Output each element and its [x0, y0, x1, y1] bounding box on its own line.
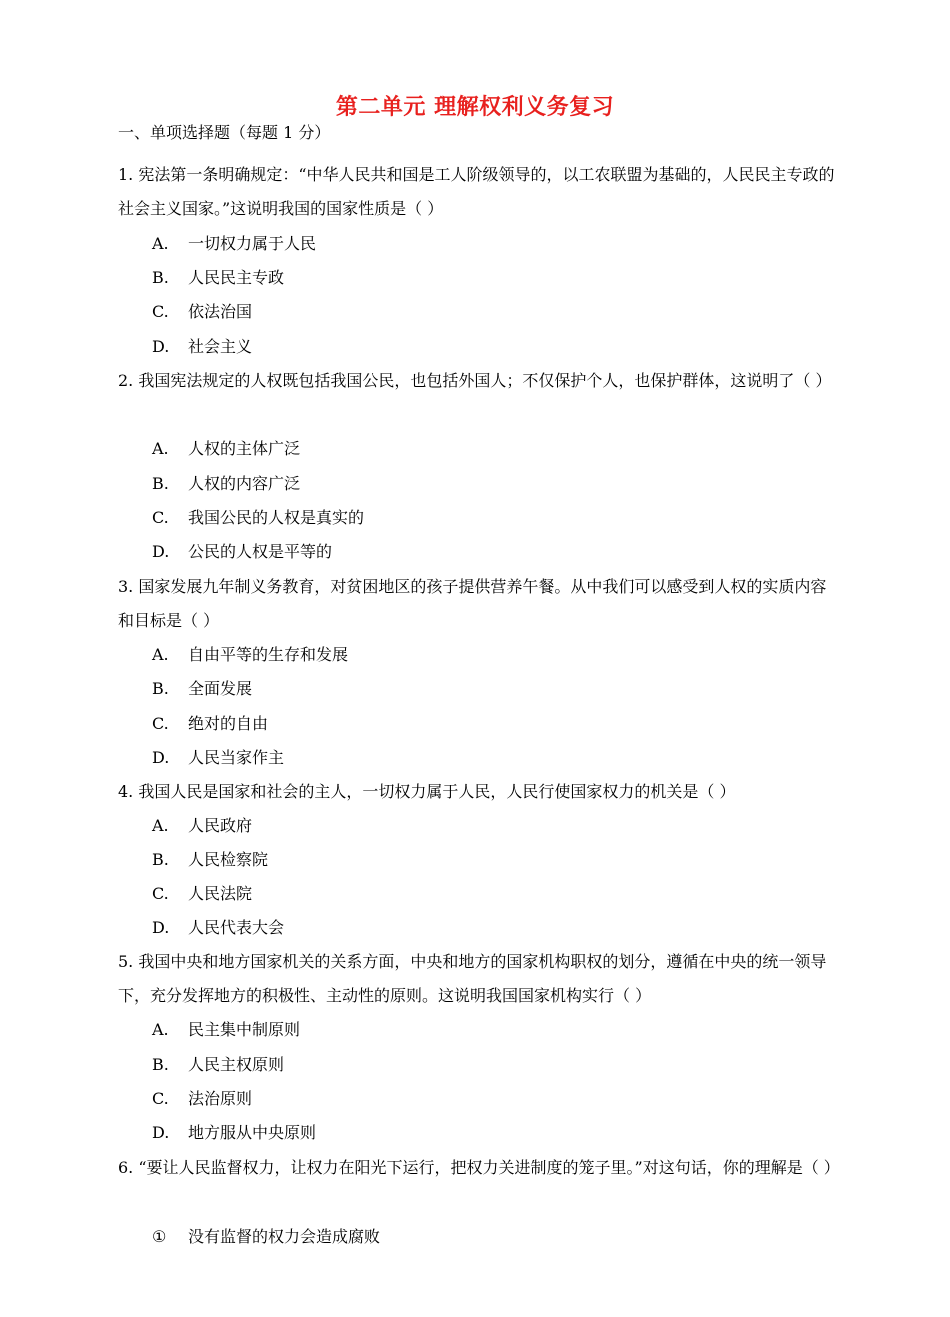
option-letter: D. [152, 1123, 170, 1142]
option-letter: B. [152, 268, 169, 287]
question-1-option-b[interactable] [152, 268, 284, 288]
question-2-option-c[interactable] [152, 508, 364, 528]
option-text: 人权的主体广泛 [188, 439, 301, 458]
question-4-option-d[interactable] [152, 918, 284, 938]
document-title: 第二单元 理解权利义务复习 [335, 94, 615, 120]
option-text: 我国公民的人权是真实的 [188, 508, 365, 527]
option-letter: B. [152, 679, 169, 698]
option-text: 依法治国 [188, 302, 253, 321]
question-3-option-b[interactable] [152, 679, 252, 699]
question-2-option-d[interactable] [152, 542, 332, 562]
option-text: 法治原则 [188, 1089, 253, 1108]
option-letter: B. [152, 474, 169, 493]
question-1-stem: 1. 宪法第一条明确规定：“中华人民共和国是工人阶级领导的，以工农联盟为基础的，人民民主专政的社会主义国家。”这说明我国的国家性质是（ ） [118, 165, 835, 218]
question-5-option-d[interactable] [152, 1123, 316, 1143]
option-letter: D. [152, 748, 170, 767]
option-text: 自由平等的生存和发展 [188, 645, 349, 664]
option-letter: D. [152, 542, 170, 561]
option-letter: D. [152, 918, 170, 937]
question-5-option-b[interactable] [152, 1055, 284, 1075]
option-letter: B. [152, 1055, 169, 1074]
question-2-stem: 2. 我国宪法规定的人权既包括我国公民，也包括外国人；不仅保护个人，也保护群体，这说明了（ ） [118, 371, 832, 390]
option-text: 社会主义 [188, 337, 253, 356]
question-1-option-c[interactable] [152, 302, 252, 322]
option-letter: B. [152, 850, 169, 869]
question-3-stem: 3. 国家发展九年制义务教育，对贫困地区的孩子提供营养午餐。从中我们可以感受到人权的实质内容和目标是（ ） [118, 577, 827, 630]
option-text: 人民当家作主 [188, 748, 285, 767]
option-letter: C. [152, 1089, 169, 1108]
option-text: 绝对的自由 [188, 714, 269, 733]
question-5-stem: 5. 我国中央和地方国家机关的关系方面，中央和地方的国家机构职权的划分，遵循在中央的统一领导下，充分发挥地方的积极性、主动性的原则。这说明我国国家机构实行（ ） [118, 952, 827, 1005]
option-text: 没有监督的权力会造成腐败 [188, 1227, 381, 1246]
option-letter: ① [152, 1227, 167, 1246]
question-4-option-a[interactable] [152, 816, 252, 836]
option-text: 公民的人权是平等的 [188, 542, 333, 561]
question-6-option-1[interactable] [152, 1227, 380, 1247]
option-letter: D. [152, 337, 170, 356]
question-1-option-a[interactable] [152, 234, 316, 254]
option-text: 人民法院 [188, 884, 253, 903]
option-text: 全面发展 [188, 679, 253, 698]
question-4-option-c[interactable] [152, 884, 252, 904]
question-2-option-a[interactable] [152, 439, 300, 459]
question-2-option-b[interactable] [152, 474, 300, 494]
question-3-option-d[interactable] [152, 748, 284, 768]
question-4-option-b[interactable] [152, 850, 268, 870]
question-5-option-a[interactable] [152, 1020, 300, 1040]
option-letter: A. [152, 1020, 169, 1039]
option-text: 人民主权原则 [188, 1055, 285, 1074]
question-4-stem: 4. 我国人民是国家和社会的主人，一切权力属于人民，人民行使国家权力的机关是（ ） [118, 782, 736, 801]
option-text: 人民代表大会 [188, 918, 285, 937]
question-6-stem: 6. “要让人民监督权力，让权力在阳光下运行，把权力关进制度的笼子里。”对这句话，你的理解是（ ） [118, 1158, 840, 1177]
option-text: 人民政府 [188, 816, 253, 835]
option-text: 人民民主专政 [188, 268, 285, 287]
option-text: 一切权力属于人民 [188, 234, 317, 253]
question-1-option-d[interactable] [152, 337, 252, 357]
question-3-option-c[interactable] [152, 714, 268, 734]
option-text: 地方服从中央原则 [188, 1123, 317, 1142]
option-letter: C. [152, 714, 169, 733]
option-letter: A. [152, 234, 169, 253]
option-text: 人民检察院 [188, 850, 269, 869]
option-letter: C. [152, 884, 169, 903]
option-text: 人权的内容广泛 [188, 474, 301, 493]
option-letter: A. [152, 816, 169, 835]
option-letter: C. [152, 302, 169, 321]
question-5-option-c[interactable] [152, 1089, 252, 1109]
section-heading: 一、单项选择题（每题 1 分） [118, 123, 331, 142]
option-letter: A. [152, 439, 169, 458]
option-letter: C. [152, 508, 169, 527]
option-letter: A. [152, 645, 169, 664]
question-3-option-a[interactable] [152, 645, 348, 665]
option-text: 民主集中制原则 [188, 1020, 301, 1039]
